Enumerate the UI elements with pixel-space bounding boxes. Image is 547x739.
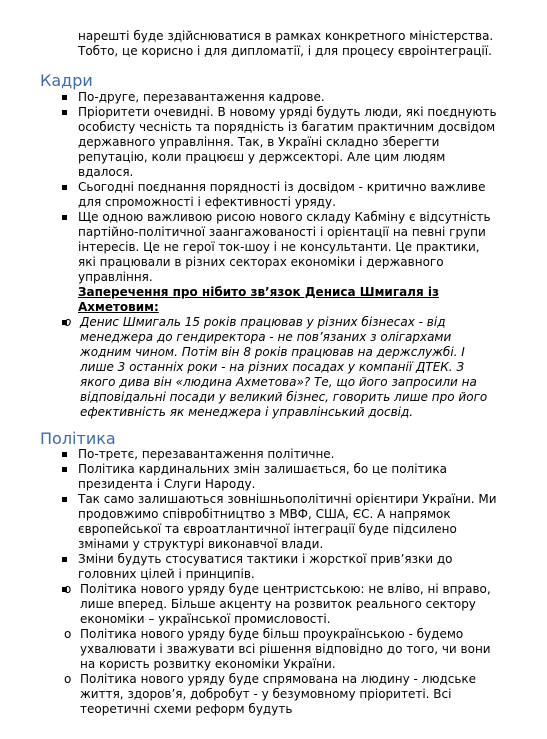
list-item: o Політика нового уряду буде спрямована на людину - людське життя, здоров’я, добробут - у безумовному пріоритеті. Всі теоретичні схеми реформ будуть	[60, 672, 500, 717]
list-item: По-друге, перезавантаження кадрове.	[60, 90, 500, 105]
list-item: o Денис Шмигаль 15 років працював у різних бізнесах - від менеджера до гендиректора - не пов’язаних з олігархами жодним чином. Потім він 8 років працював на держслужбі. І лише 3 останніх роки - на різних посадах у компанії ДТЕК. З якого дива він «людина Ахметова»? Те, що його запросили на відповідальні посади у великий бізнес, говорить лише про його ефективність як менеджера і управлінський досвід.	[60, 315, 500, 420]
list-item: По-третє, перезавантаження політичне.	[60, 447, 500, 462]
section-heading-kadry: Кадри	[40, 71, 93, 90]
kadry-sub-container	[60, 315, 500, 420]
polityka-bullet-list	[60, 447, 500, 717]
polityka-sub-container	[60, 582, 500, 717]
kadry-bullet-list	[60, 90, 500, 420]
list-item: Сьогодні поєднання порядності із досвідом - критично важливе для спроможності і ефективності уряду.	[60, 180, 500, 210]
intro-paragraph: нарешті буде здійснюватися в рамках конкретного міністерства. Тобто, це корисно і для дипломатії, і для процесу євроінтеграції.	[78, 29, 494, 58]
list-item: Ще одною важливою рисою нового складу Кабміну є відсутність партійно-політичної заангажованості і орієнтації на певні групи інтересів. Це не герої ток-шоу і не консультанти. Це практики, які працювали в різних секторах економіки і державного управління.	[60, 210, 500, 285]
list-item: Політика кардинальних змін залишається, бо це політика президента і Слуги Народу.	[60, 462, 500, 492]
section-heading-polityka: Політика	[40, 429, 116, 448]
kadry-sub-list	[60, 315, 500, 420]
polityka-sub-list	[60, 582, 500, 717]
list-item: Пріоритети очевидні. В новому уряді будуть люди, які поєднують особисту чесність та порядність із багатим практичним досвідом державного управління. Так, в Україні складно зберегти репутацію, коли працюєш у держсекторі. Але цим людям вдалося.	[60, 105, 500, 180]
list-item: o Політика нового уряду буде центристською: не вліво, ні вправо, лише вперед. Більше акценту на розвиток реального сектору економіки – української промисловості.	[60, 582, 500, 627]
list-item: Зміни будуть стосуватися тактики і жорсткої прив’язки до головних цілей і принципів.	[60, 552, 500, 582]
kadry-subheading: Заперечення про нібито зв’язок Дениса Шмигаля із Ахметовим:	[78, 285, 439, 314]
list-item: Так само залишаються зовнішньополітичні орієнтири України. Ми продовжимо співробітництво з МВФ, США, ЄС. А напрямок європейської та євроатлантичної інтеграції буде підсилено змінами у структурі виконавчої влади.	[60, 492, 500, 552]
list-item: o Політика нового уряду буде більш проукраїнською - будемо ухвалювати і зважувати всі рішення відповідно до того, чи вони на користь розвитку економіки України.	[60, 627, 500, 672]
